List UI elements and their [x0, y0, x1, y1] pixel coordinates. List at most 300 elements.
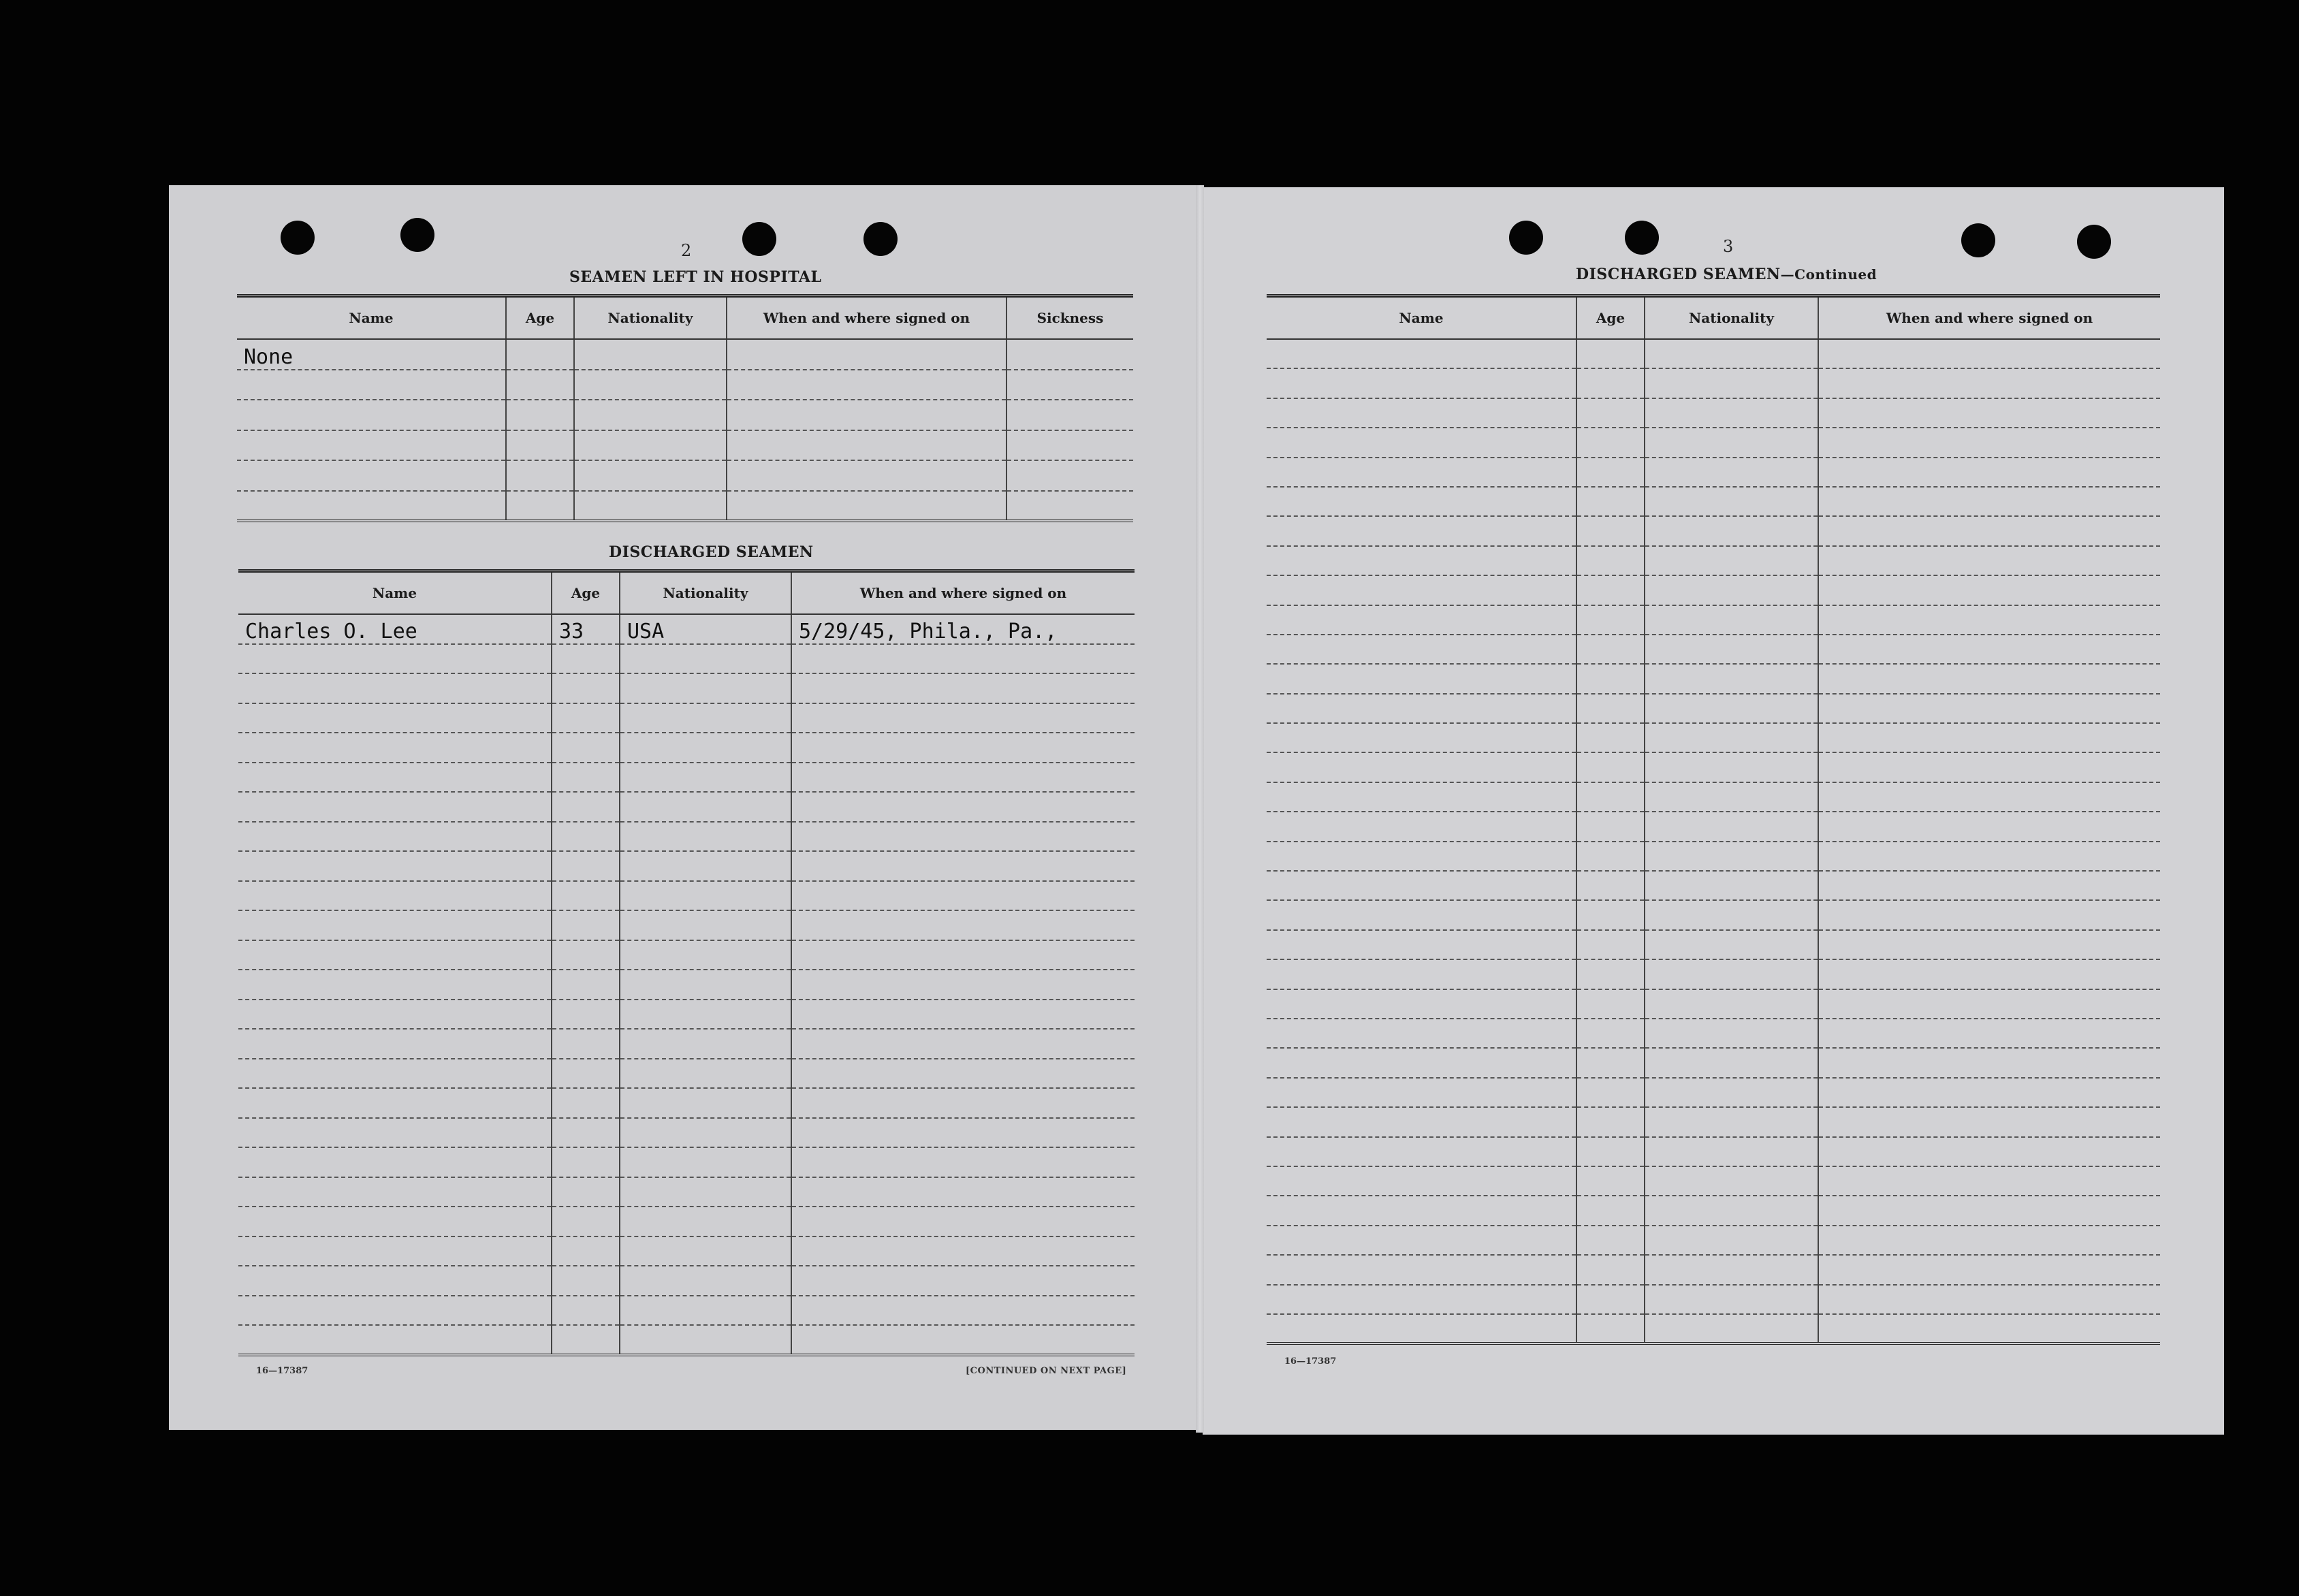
table-cell	[1576, 516, 1645, 545]
table-cell	[1645, 516, 1818, 545]
table-cell	[1267, 635, 1576, 664]
discharged-table	[238, 569, 1135, 1356]
continued-note: [CONTINUED ON NEXT PAGE]	[966, 1366, 1127, 1376]
table-cell	[1818, 1078, 2160, 1107]
table-row	[1267, 546, 2160, 575]
table-cell	[552, 970, 620, 1000]
table-cell	[1818, 1019, 2160, 1048]
table-cell	[552, 1296, 620, 1326]
table-cell	[1267, 368, 1576, 398]
discharged-continued-table	[1267, 294, 2160, 1345]
table-cell	[727, 400, 1006, 430]
table-cell	[1818, 398, 2160, 428]
table-row	[238, 703, 1135, 733]
table-cell	[791, 940, 1135, 970]
table-row	[1267, 782, 2160, 812]
table-row	[1267, 1019, 2160, 1048]
table-row	[238, 1296, 1135, 1326]
punch-hole-icon	[742, 222, 776, 256]
table-cell	[1267, 1166, 1576, 1196]
table-row	[1267, 1048, 2160, 1077]
table-cell	[238, 910, 552, 940]
form-number: 16—17387	[1284, 1356, 1337, 1367]
table-cell	[552, 1236, 620, 1266]
table-cell	[620, 1059, 791, 1089]
table-row	[1267, 694, 2160, 723]
table-row	[238, 1059, 1135, 1089]
table-cell	[791, 733, 1135, 763]
table-cell	[1576, 635, 1645, 664]
table-cell	[1645, 1048, 1818, 1077]
table-cell	[238, 763, 552, 793]
table-cell	[1818, 635, 2160, 664]
table-row	[237, 339, 1133, 370]
table-cell	[1576, 1078, 1645, 1107]
table-cell	[1645, 1137, 1818, 1166]
table-cell	[552, 1177, 620, 1207]
column-header: When and where signed on	[727, 296, 1006, 340]
table-row	[237, 491, 1133, 522]
table-cell	[791, 970, 1135, 1000]
punch-hole-icon	[1509, 221, 1543, 255]
table-cell	[1267, 812, 1576, 841]
table-cell	[1818, 782, 2160, 812]
table-cell	[1818, 1314, 2160, 1343]
hospital-title: SEAMEN LEFT IN HOSPITAL	[569, 268, 822, 286]
punch-hole-icon	[2077, 225, 2111, 259]
table-row	[237, 370, 1133, 400]
table-cell	[1267, 398, 1576, 428]
column-header: Name	[238, 571, 552, 615]
table-cell	[1267, 900, 1576, 929]
table-cell	[238, 970, 552, 1000]
table-cell	[1267, 428, 1576, 457]
table-row	[1267, 959, 2160, 989]
table-cell	[552, 733, 620, 763]
table-cell	[1006, 370, 1133, 400]
form-number: 16—17387	[256, 1366, 308, 1376]
table-cell	[1267, 1137, 1576, 1166]
table-cell	[1576, 575, 1645, 605]
table-cell	[620, 1325, 791, 1355]
table-cell	[1645, 546, 1818, 575]
table-cell	[238, 881, 552, 911]
table-row	[1267, 368, 2160, 398]
table-row	[1267, 1285, 2160, 1314]
table-cell	[1006, 400, 1133, 430]
table-cell	[574, 491, 727, 522]
table-cell: None	[237, 339, 506, 370]
table-row	[238, 1266, 1135, 1296]
table-cell	[1818, 1285, 2160, 1314]
table-cell	[552, 1029, 620, 1059]
table-cell	[1576, 1226, 1645, 1255]
table-cell	[1576, 487, 1645, 516]
table-cell	[574, 430, 727, 461]
table-row	[238, 1207, 1135, 1236]
table-cell	[552, 1266, 620, 1296]
table-cell	[727, 430, 1006, 461]
table-cell	[791, 1177, 1135, 1207]
table-cell	[1818, 1255, 2160, 1284]
table-row	[1267, 339, 2160, 368]
table-cell	[1645, 428, 1818, 457]
table-row	[1267, 842, 2160, 871]
table-row	[238, 851, 1135, 881]
table-row	[237, 400, 1133, 430]
table-cell	[238, 851, 552, 881]
table-cell	[1818, 664, 2160, 693]
table-cell	[1006, 339, 1133, 370]
table-cell	[552, 673, 620, 703]
continued-title	[1576, 266, 1877, 283]
table-cell	[1818, 812, 2160, 841]
column-header: Nationality	[574, 296, 727, 340]
table-cell	[1818, 989, 2160, 1019]
table-cell	[791, 822, 1135, 852]
table-row	[238, 733, 1135, 763]
table-cell	[238, 1325, 552, 1355]
table-cell	[620, 1147, 791, 1177]
table-row	[238, 644, 1135, 674]
table-cell	[552, 1088, 620, 1118]
table-cell	[1818, 900, 2160, 929]
column-header: Sickness	[1006, 296, 1133, 340]
table-cell	[791, 792, 1135, 822]
table-cell	[620, 792, 791, 822]
table-cell	[1267, 752, 1576, 782]
table-cell	[1006, 491, 1133, 522]
table-cell	[1576, 1166, 1645, 1196]
column-header: When and where signed on	[1818, 296, 2160, 340]
table-cell	[1645, 842, 1818, 871]
table-cell	[1645, 1166, 1818, 1196]
table-row	[238, 822, 1135, 852]
table-cell	[1818, 723, 2160, 752]
table-cell	[238, 940, 552, 970]
table-row	[238, 1029, 1135, 1059]
table-cell	[506, 430, 574, 461]
table-cell	[1645, 1078, 1818, 1107]
table-cell	[620, 1000, 791, 1030]
table-cell	[1267, 575, 1576, 605]
table-cell	[1645, 812, 1818, 841]
table-cell	[620, 1236, 791, 1266]
table-cell	[1267, 1107, 1576, 1136]
table-cell	[1267, 930, 1576, 959]
table-cell	[1267, 546, 1576, 575]
punch-hole-icon	[400, 218, 434, 252]
table-cell	[1576, 694, 1645, 723]
table-cell	[791, 1325, 1135, 1355]
table-row	[1267, 752, 2160, 782]
table-cell	[574, 339, 727, 370]
table-row	[1267, 664, 2160, 693]
table-cell	[1576, 782, 1645, 812]
table-cell	[727, 370, 1006, 400]
table-cell	[574, 400, 727, 430]
table-cell	[1818, 1048, 2160, 1077]
table-row	[238, 1236, 1135, 1266]
table-row	[1267, 1226, 2160, 1255]
table-cell	[1818, 516, 2160, 545]
title-main: DISCHARGED SEAMEN	[1576, 266, 1781, 283]
table-cell	[1576, 368, 1645, 398]
table-cell	[1576, 752, 1645, 782]
table-row	[1267, 635, 2160, 664]
table-cell	[1576, 339, 1645, 368]
table-row	[1267, 575, 2160, 605]
table-cell	[1576, 664, 1645, 693]
table-cell	[238, 733, 552, 763]
table-cell	[506, 460, 574, 491]
table-cell	[1818, 428, 2160, 457]
table-cell	[620, 733, 791, 763]
table-cell	[506, 400, 574, 430]
table-cell	[237, 400, 506, 430]
table-cell	[1576, 930, 1645, 959]
table-cell	[1267, 842, 1576, 871]
table-cell	[727, 460, 1006, 491]
table-row	[1267, 812, 2160, 841]
table-row	[238, 1118, 1135, 1148]
table-cell	[1267, 1019, 1576, 1048]
table-cell: USA	[620, 614, 791, 644]
table-cell	[238, 1266, 552, 1296]
table-cell	[1645, 1255, 1818, 1284]
table-cell	[238, 1207, 552, 1236]
table-row	[237, 430, 1133, 461]
table-cell	[1267, 516, 1576, 545]
table-cell	[1267, 339, 1576, 368]
table-cell	[791, 1088, 1135, 1118]
table-cell	[1267, 1226, 1576, 1255]
table-row	[238, 1177, 1135, 1207]
table-cell	[791, 1118, 1135, 1148]
table-cell	[1645, 959, 1818, 989]
table-cell	[1267, 1196, 1576, 1225]
table-cell	[1267, 959, 1576, 989]
table-cell	[620, 1266, 791, 1296]
table-cell	[552, 1207, 620, 1236]
table-cell	[791, 881, 1135, 911]
table-row	[1267, 516, 2160, 545]
table-row	[238, 1147, 1135, 1177]
table-cell	[1645, 752, 1818, 782]
table-row	[238, 1000, 1135, 1030]
table-cell	[1645, 1285, 1818, 1314]
page-number: 3	[1723, 237, 1734, 256]
column-header: Age	[552, 571, 620, 615]
table-cell	[1645, 871, 1818, 900]
table-row	[1267, 871, 2160, 900]
table-cell	[238, 1147, 552, 1177]
table-cell	[1645, 635, 1818, 664]
table-cell	[1818, 1137, 2160, 1166]
column-header: Age	[506, 296, 574, 340]
table-row	[1267, 900, 2160, 929]
table-cell	[1818, 959, 2160, 989]
table-cell	[238, 1118, 552, 1148]
table-cell	[791, 1266, 1135, 1296]
table-cell	[237, 460, 506, 491]
table-cell	[620, 1207, 791, 1236]
table-cell	[1818, 575, 2160, 605]
table-cell	[1267, 1255, 1576, 1284]
table-cell	[1818, 842, 2160, 871]
table-cell	[1818, 1226, 2160, 1255]
table-cell	[791, 1147, 1135, 1177]
table-cell	[620, 1118, 791, 1148]
table-cell	[1576, 1255, 1645, 1284]
punch-hole-icon	[281, 221, 315, 255]
table-cell	[1576, 428, 1645, 457]
table-row	[1267, 723, 2160, 752]
table-row	[1267, 1255, 2160, 1284]
table-cell	[238, 1059, 552, 1089]
table-cell	[1818, 871, 2160, 900]
table-row	[1267, 1196, 2160, 1225]
table-cell	[1576, 871, 1645, 900]
column-header: Name	[1267, 296, 1576, 340]
table-row	[1267, 1314, 2160, 1343]
punch-hole-icon	[863, 222, 898, 256]
table-cell	[552, 792, 620, 822]
punch-hole-icon	[1625, 221, 1659, 255]
table-cell	[1576, 1137, 1645, 1166]
table-cell	[238, 1088, 552, 1118]
table-cell	[506, 491, 574, 522]
table-row	[238, 763, 1135, 793]
table-cell	[238, 1177, 552, 1207]
table-cell	[552, 1000, 620, 1030]
table-cell	[791, 1000, 1135, 1030]
table-cell	[1645, 1314, 1818, 1343]
table-cell	[620, 673, 791, 703]
table-cell	[552, 940, 620, 970]
table-cell	[1267, 1285, 1576, 1314]
table-cell	[552, 1059, 620, 1089]
hospital-table	[237, 294, 1133, 522]
table-cell	[1645, 487, 1818, 516]
table-cell	[552, 763, 620, 793]
table-cell	[574, 370, 727, 400]
table-cell	[1576, 1048, 1645, 1077]
table-cell	[552, 1118, 620, 1148]
table-cell	[791, 644, 1135, 674]
table-cell: Charles O. Lee	[238, 614, 552, 644]
table-row	[238, 614, 1135, 644]
table-cell	[1576, 959, 1645, 989]
table-cell	[1818, 458, 2160, 487]
table-cell	[620, 1088, 791, 1118]
table-cell	[1645, 694, 1818, 723]
column-header: Nationality	[620, 571, 791, 615]
table-cell	[237, 430, 506, 461]
table-cell	[791, 910, 1135, 940]
table-cell	[1576, 605, 1645, 635]
table-cell	[727, 339, 1006, 370]
table-row	[238, 1088, 1135, 1118]
table-cell	[620, 1029, 791, 1059]
table-cell	[620, 970, 791, 1000]
table-cell	[1645, 339, 1818, 368]
table-cell	[238, 1029, 552, 1059]
table-cell	[1818, 546, 2160, 575]
table-cell	[238, 1000, 552, 1030]
table-cell	[1645, 368, 1818, 398]
table-row	[237, 460, 1133, 491]
table-cell	[620, 763, 791, 793]
table-cell	[574, 460, 727, 491]
table-cell	[791, 703, 1135, 733]
table-cell	[506, 339, 574, 370]
table-cell	[1576, 1107, 1645, 1136]
column-header: Nationality	[1645, 296, 1818, 340]
table-row	[238, 792, 1135, 822]
table-cell	[552, 1147, 620, 1177]
table-cell	[1576, 458, 1645, 487]
table-cell	[1818, 930, 2160, 959]
table-row	[1267, 1166, 2160, 1196]
table-row	[1267, 1078, 2160, 1107]
table-row	[238, 673, 1135, 703]
table-cell	[1576, 842, 1645, 871]
table-cell	[791, 1236, 1135, 1266]
table-cell	[791, 1207, 1135, 1236]
table-row	[1267, 428, 2160, 457]
table-cell	[1818, 1166, 2160, 1196]
table-cell: 33	[552, 614, 620, 644]
table-cell	[1645, 1226, 1818, 1255]
title-suffix: —Continued	[1780, 266, 1877, 283]
table-cell	[791, 763, 1135, 793]
table-cell	[1645, 458, 1818, 487]
table-cell	[791, 851, 1135, 881]
table-cell	[1576, 723, 1645, 752]
table-row	[1267, 458, 2160, 487]
table-cell	[238, 1296, 552, 1326]
table-cell	[1818, 487, 2160, 516]
table-cell	[1818, 752, 2160, 782]
table-cell	[620, 822, 791, 852]
table-cell	[1645, 664, 1818, 693]
table-cell	[238, 1236, 552, 1266]
table-cell	[1267, 458, 1576, 487]
table-cell	[1267, 871, 1576, 900]
table-cell	[552, 703, 620, 733]
table-cell	[1818, 1196, 2160, 1225]
table-cell	[1576, 900, 1645, 929]
table-cell	[1818, 1107, 2160, 1136]
punch-hole-icon	[1961, 223, 1995, 257]
table-row	[238, 881, 1135, 911]
page-gutter	[1196, 185, 1204, 1433]
table-cell	[620, 910, 791, 940]
table-row	[1267, 398, 2160, 428]
table-cell	[1006, 430, 1133, 461]
table-cell	[1576, 1019, 1645, 1048]
table-cell	[791, 1059, 1135, 1089]
table-cell	[552, 644, 620, 674]
table-cell	[238, 792, 552, 822]
table-cell	[1576, 1196, 1645, 1225]
table-cell	[552, 881, 620, 911]
table-cell	[620, 703, 791, 733]
table-cell	[727, 491, 1006, 522]
table-cell	[1645, 723, 1818, 752]
table-cell	[1645, 989, 1818, 1019]
